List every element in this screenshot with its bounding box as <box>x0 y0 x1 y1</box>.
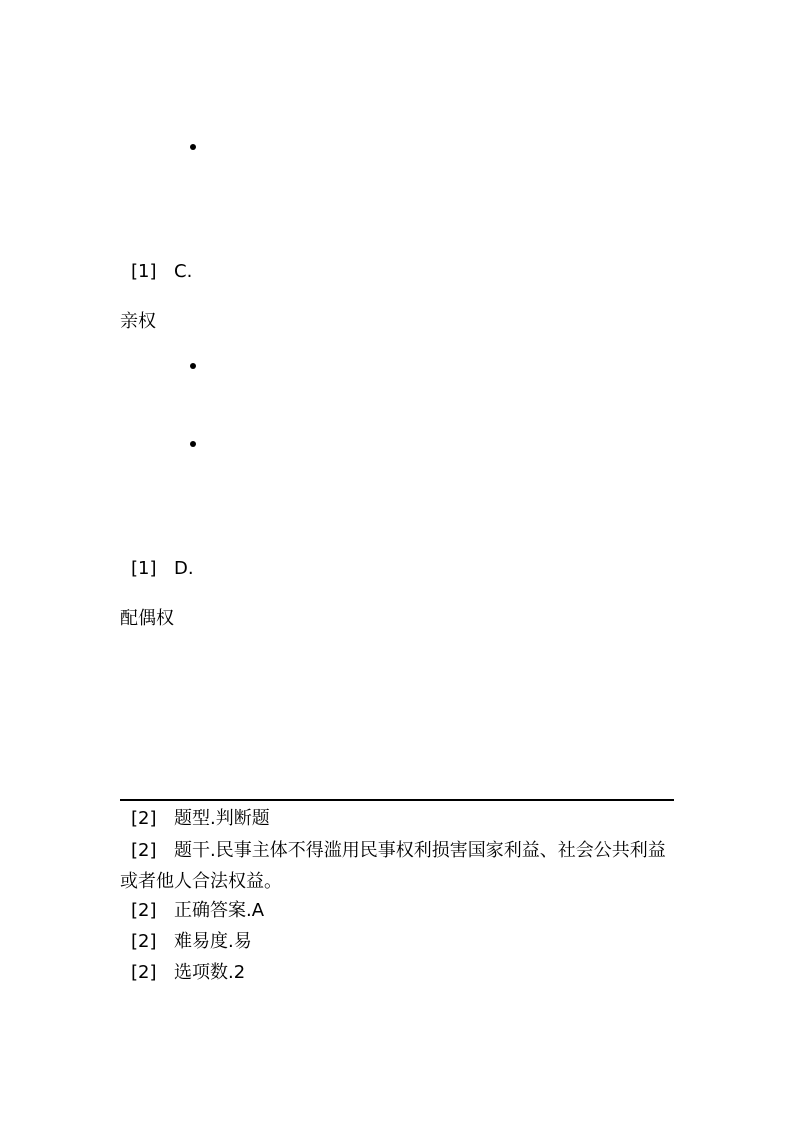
question-type: 题型.判断题 <box>174 808 270 829</box>
footnote-marker: [2] <box>131 900 157 921</box>
question-stem-continued: 或者他人合法权益。 <box>120 871 282 892</box>
difficulty: 难易度.易 <box>174 931 252 952</box>
correct-answer: 正确答案.A <box>174 900 265 921</box>
footnote-marker: [2] <box>131 962 157 983</box>
list-bullet <box>190 363 196 369</box>
list-bullet <box>190 144 196 150</box>
list-bullet <box>190 441 196 447</box>
option-text: 配偶权 <box>120 608 174 629</box>
option-letter: D. <box>174 558 194 579</box>
footnote-marker: [2] <box>131 931 157 952</box>
question-stem: 题干.民事主体不得滥用民事权利损害国家利益、社会公共利益 <box>174 840 666 861</box>
option-count: 选项数.2 <box>174 962 246 983</box>
footnote-marker: [1] <box>131 261 157 282</box>
separator-rule <box>120 799 674 801</box>
footnote-marker: [2] <box>131 808 157 829</box>
footnote-marker: [1] <box>131 558 157 579</box>
option-letter: C. <box>174 261 193 282</box>
footnote-marker: [2] <box>131 840 157 861</box>
option-text: 亲权 <box>120 311 156 332</box>
